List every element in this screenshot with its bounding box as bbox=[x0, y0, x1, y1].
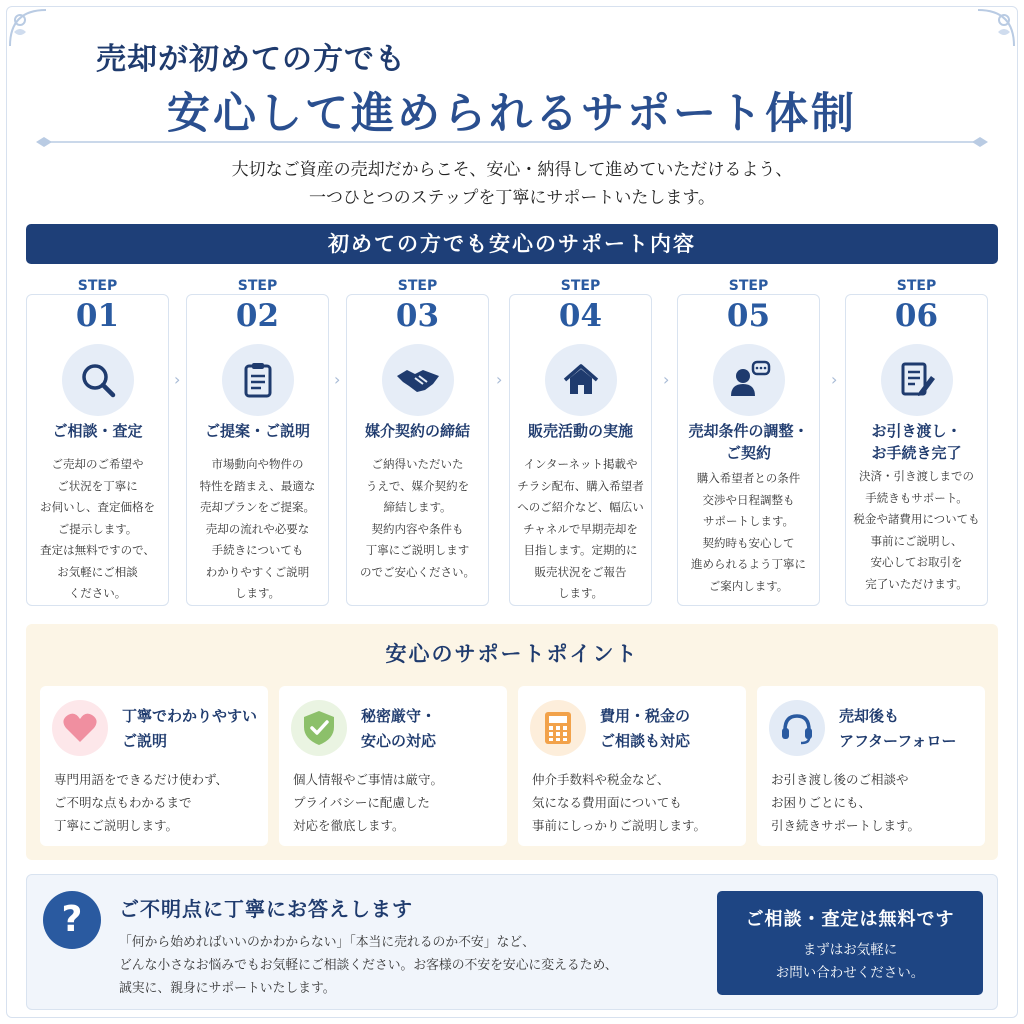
ornamental-divider bbox=[34, 134, 990, 150]
step-number: 04 bbox=[558, 298, 603, 334]
step-body-line: 手続きについても bbox=[211, 543, 304, 557]
step-label: STEP bbox=[237, 278, 278, 294]
support-point-line: ご不明な点もわかるまで bbox=[54, 795, 192, 810]
faq-section bbox=[26, 874, 998, 1010]
chevron-right-icon: › bbox=[831, 370, 838, 389]
step-title-text: お引き渡し・ お手続き完了 bbox=[871, 422, 962, 462]
step-body bbox=[513, 454, 648, 605]
step-body-line: チラシ配布、購入希望者 bbox=[517, 478, 644, 493]
step-body-line: へのご紹介など、幅広い bbox=[517, 500, 644, 514]
step-body-line: ください。 bbox=[68, 586, 127, 600]
cta-sub-line: お問い合わせください。 bbox=[775, 965, 925, 981]
step-body-line: ご納得いただいた bbox=[371, 457, 464, 471]
step-card bbox=[677, 276, 820, 606]
intro-line: 一つひとつのステップを丁寧にサポートいたします。 bbox=[309, 188, 715, 208]
support-point-line: 事前にしっかりご説明します。 bbox=[532, 818, 707, 833]
step-body-line: 販売状況をご報告 bbox=[534, 564, 627, 579]
step-title-text: ご相談・査定 bbox=[52, 422, 143, 440]
step-body-line: 売却プランをご提案。 bbox=[200, 500, 315, 514]
support-point-title: 費用・税金の ご相談も対応 bbox=[600, 707, 691, 750]
page-title: 安心して進められるサポート体制 bbox=[167, 89, 857, 139]
support-point-body bbox=[532, 768, 742, 837]
step-card bbox=[845, 276, 988, 606]
step-label: STEP bbox=[560, 278, 601, 294]
faq-line: 「何から始めればいいのかわからない」「本当に売れるのか不安」など、 bbox=[119, 935, 535, 950]
support-point-card bbox=[279, 686, 507, 846]
step-card bbox=[186, 276, 329, 606]
support-point-line: 個人情報やご事情は厳守。 bbox=[293, 772, 444, 787]
step-label: STEP bbox=[728, 278, 769, 294]
support-point-line: 専門用語をできるだけ使わず、 bbox=[54, 772, 229, 787]
house-icon bbox=[545, 344, 617, 416]
support-points-section bbox=[26, 624, 998, 860]
step-body-line: 安心してお取引を bbox=[870, 555, 963, 569]
support-point-line: 引き続きサポートします。 bbox=[771, 818, 921, 833]
step-body-line: 目指します。定期的に bbox=[523, 543, 638, 557]
cta-title: ご相談・査定は無料です bbox=[745, 909, 955, 930]
intro-text bbox=[0, 156, 1024, 212]
step-body-line: わかりやすくご説明 bbox=[205, 564, 310, 579]
support-point-card bbox=[757, 686, 985, 846]
cta-sub-line: まずはお気軽に bbox=[802, 942, 898, 958]
step-body-line: お伺いし、査定価格を bbox=[40, 500, 155, 514]
headset-icon bbox=[769, 700, 825, 756]
step-body bbox=[681, 468, 816, 597]
support-point-card bbox=[40, 686, 268, 846]
step-body-line: 契約内容や条件も bbox=[371, 521, 464, 536]
intro-line: 大切なご資産の売却だからこそ、安心・納得して進めていただけるよう、 bbox=[231, 160, 793, 180]
step-number: 06 bbox=[894, 298, 939, 334]
step-number: 01 bbox=[75, 298, 120, 334]
chevron-right-icon: › bbox=[334, 370, 341, 389]
step-body bbox=[849, 466, 984, 595]
person-chat-icon bbox=[713, 344, 785, 416]
support-points-title: 安心のサポートポイント bbox=[385, 642, 639, 666]
step-number: 03 bbox=[395, 298, 440, 334]
step-body-line: 締結します。 bbox=[383, 500, 452, 514]
step-body-line: サポートします。 bbox=[702, 514, 795, 528]
steps-row bbox=[26, 276, 998, 610]
page-subtitle: 売却が初めての方でも bbox=[96, 42, 406, 77]
support-point-body bbox=[54, 768, 264, 837]
step-body-line: のでご安心ください。 bbox=[360, 564, 475, 579]
faq-line: どんな小さなお悩みでもお気軽にご相談ください。お客様の不安を安心に変えるため、 bbox=[119, 958, 618, 973]
document-pen-icon bbox=[881, 344, 953, 416]
step-body-line: 特性を踏まえ、最適な bbox=[199, 478, 316, 493]
step-title bbox=[186, 420, 329, 442]
step-title-text: 売却条件の調整・ ご契約 bbox=[688, 422, 809, 462]
step-body-line: ご売却のご希望や bbox=[51, 457, 144, 471]
step-label: STEP bbox=[896, 278, 937, 294]
support-point-title: 秘密厳守・ 安心の対応 bbox=[361, 707, 437, 750]
step-body-line: 交渉や日程調整も bbox=[702, 492, 795, 507]
step-title bbox=[26, 420, 169, 442]
step-body-line: 進められるよう丁寧に bbox=[691, 557, 806, 571]
handshake-icon bbox=[382, 344, 454, 416]
corner-ornament-icon bbox=[972, 6, 1018, 52]
corner-ornament-icon bbox=[6, 6, 52, 52]
support-point-body bbox=[771, 768, 981, 837]
step-card bbox=[509, 276, 652, 606]
step-body-line: 査定は無料ですので、 bbox=[40, 543, 155, 557]
support-point-title: 売却後も アフターフォロー bbox=[839, 707, 957, 750]
step-card bbox=[26, 276, 169, 606]
step-body-line: チャネルで早期売却を bbox=[523, 521, 638, 536]
support-point-line: 気になる費用面についても bbox=[532, 795, 682, 810]
step-body-line: ご案内します。 bbox=[708, 578, 789, 593]
step-number: 05 bbox=[726, 298, 771, 334]
heart-icon bbox=[52, 700, 108, 756]
cta-subtext bbox=[717, 939, 983, 985]
section-banner: 初めての方でも安心のサポート内容 bbox=[26, 224, 998, 264]
step-title bbox=[509, 420, 652, 442]
step-body bbox=[350, 454, 485, 583]
step-title-text: ご提案・ご説明 bbox=[204, 422, 310, 440]
support-point-line: プライバシーに配慮した bbox=[293, 795, 430, 810]
question-icon: ? bbox=[43, 891, 101, 949]
free-consultation-button[interactable] bbox=[717, 891, 983, 995]
step-body-line: 市場動向や物件の bbox=[211, 457, 304, 471]
step-body-line: します。 bbox=[234, 586, 281, 600]
support-point-line: 丁寧にご説明します。 bbox=[54, 818, 179, 833]
clipboard-icon bbox=[222, 344, 294, 416]
step-body-line: うえで、媒介契約を bbox=[365, 478, 470, 493]
step-body bbox=[190, 454, 325, 605]
step-body-line: 契約時も安心して bbox=[702, 535, 795, 550]
step-title-text: 販売活動の実施 bbox=[527, 422, 633, 440]
faq-body bbox=[119, 931, 719, 1000]
step-label: STEP bbox=[397, 278, 438, 294]
step-body-line: 事前にご説明し、 bbox=[870, 533, 963, 548]
support-point-title: 丁寧でわかりやすい ご説明 bbox=[122, 707, 258, 750]
support-point-line: お引き渡し後のご相談や bbox=[771, 772, 909, 787]
step-body-line: ご提示します。 bbox=[57, 521, 138, 536]
shield-check-icon bbox=[291, 700, 347, 756]
support-point-body bbox=[293, 768, 503, 837]
chevron-right-icon: › bbox=[174, 370, 181, 389]
chevron-right-icon: › bbox=[663, 370, 670, 389]
step-title bbox=[845, 420, 988, 464]
step-body-line: 売却の流れや必要な bbox=[205, 521, 310, 536]
step-body-line: ご状況を丁寧に bbox=[57, 478, 138, 493]
step-body-line: 手続きもサポート。 bbox=[865, 490, 968, 505]
step-title bbox=[677, 420, 820, 464]
step-number: 02 bbox=[235, 298, 280, 334]
step-body-line: インターネット掲載や bbox=[523, 457, 638, 471]
step-body-line: 完了いただけます。 bbox=[865, 576, 968, 591]
support-point-card bbox=[518, 686, 746, 846]
step-body bbox=[30, 454, 165, 605]
step-body-line: 丁寧にご説明します bbox=[365, 543, 470, 557]
step-label: STEP bbox=[77, 278, 118, 294]
step-body-line: 購入希望者との条件 bbox=[696, 471, 801, 485]
calculator-icon bbox=[530, 700, 586, 756]
step-title bbox=[346, 420, 489, 442]
support-point-line: お困りごとにも、 bbox=[771, 795, 872, 810]
step-body-line: 税金や諸費用についても bbox=[853, 512, 980, 526]
step-body-line: 決済・引き渡しまでの bbox=[859, 469, 974, 483]
step-title-text: 媒介契約の締結 bbox=[364, 422, 470, 440]
search-icon bbox=[62, 344, 134, 416]
step-body-line: お気軽にご相談 bbox=[57, 564, 138, 579]
chevron-right-icon: › bbox=[496, 370, 503, 389]
faq-title: ご不明点に丁寧にお答えします bbox=[119, 897, 413, 921]
step-body-line: します。 bbox=[557, 586, 604, 600]
faq-line: 誠実に、親身にサポートいたします。 bbox=[119, 981, 336, 996]
step-card bbox=[346, 276, 489, 606]
support-point-line: 仲介手数料や税金など、 bbox=[532, 772, 670, 787]
support-point-line: 対応を徹底します。 bbox=[293, 818, 405, 833]
